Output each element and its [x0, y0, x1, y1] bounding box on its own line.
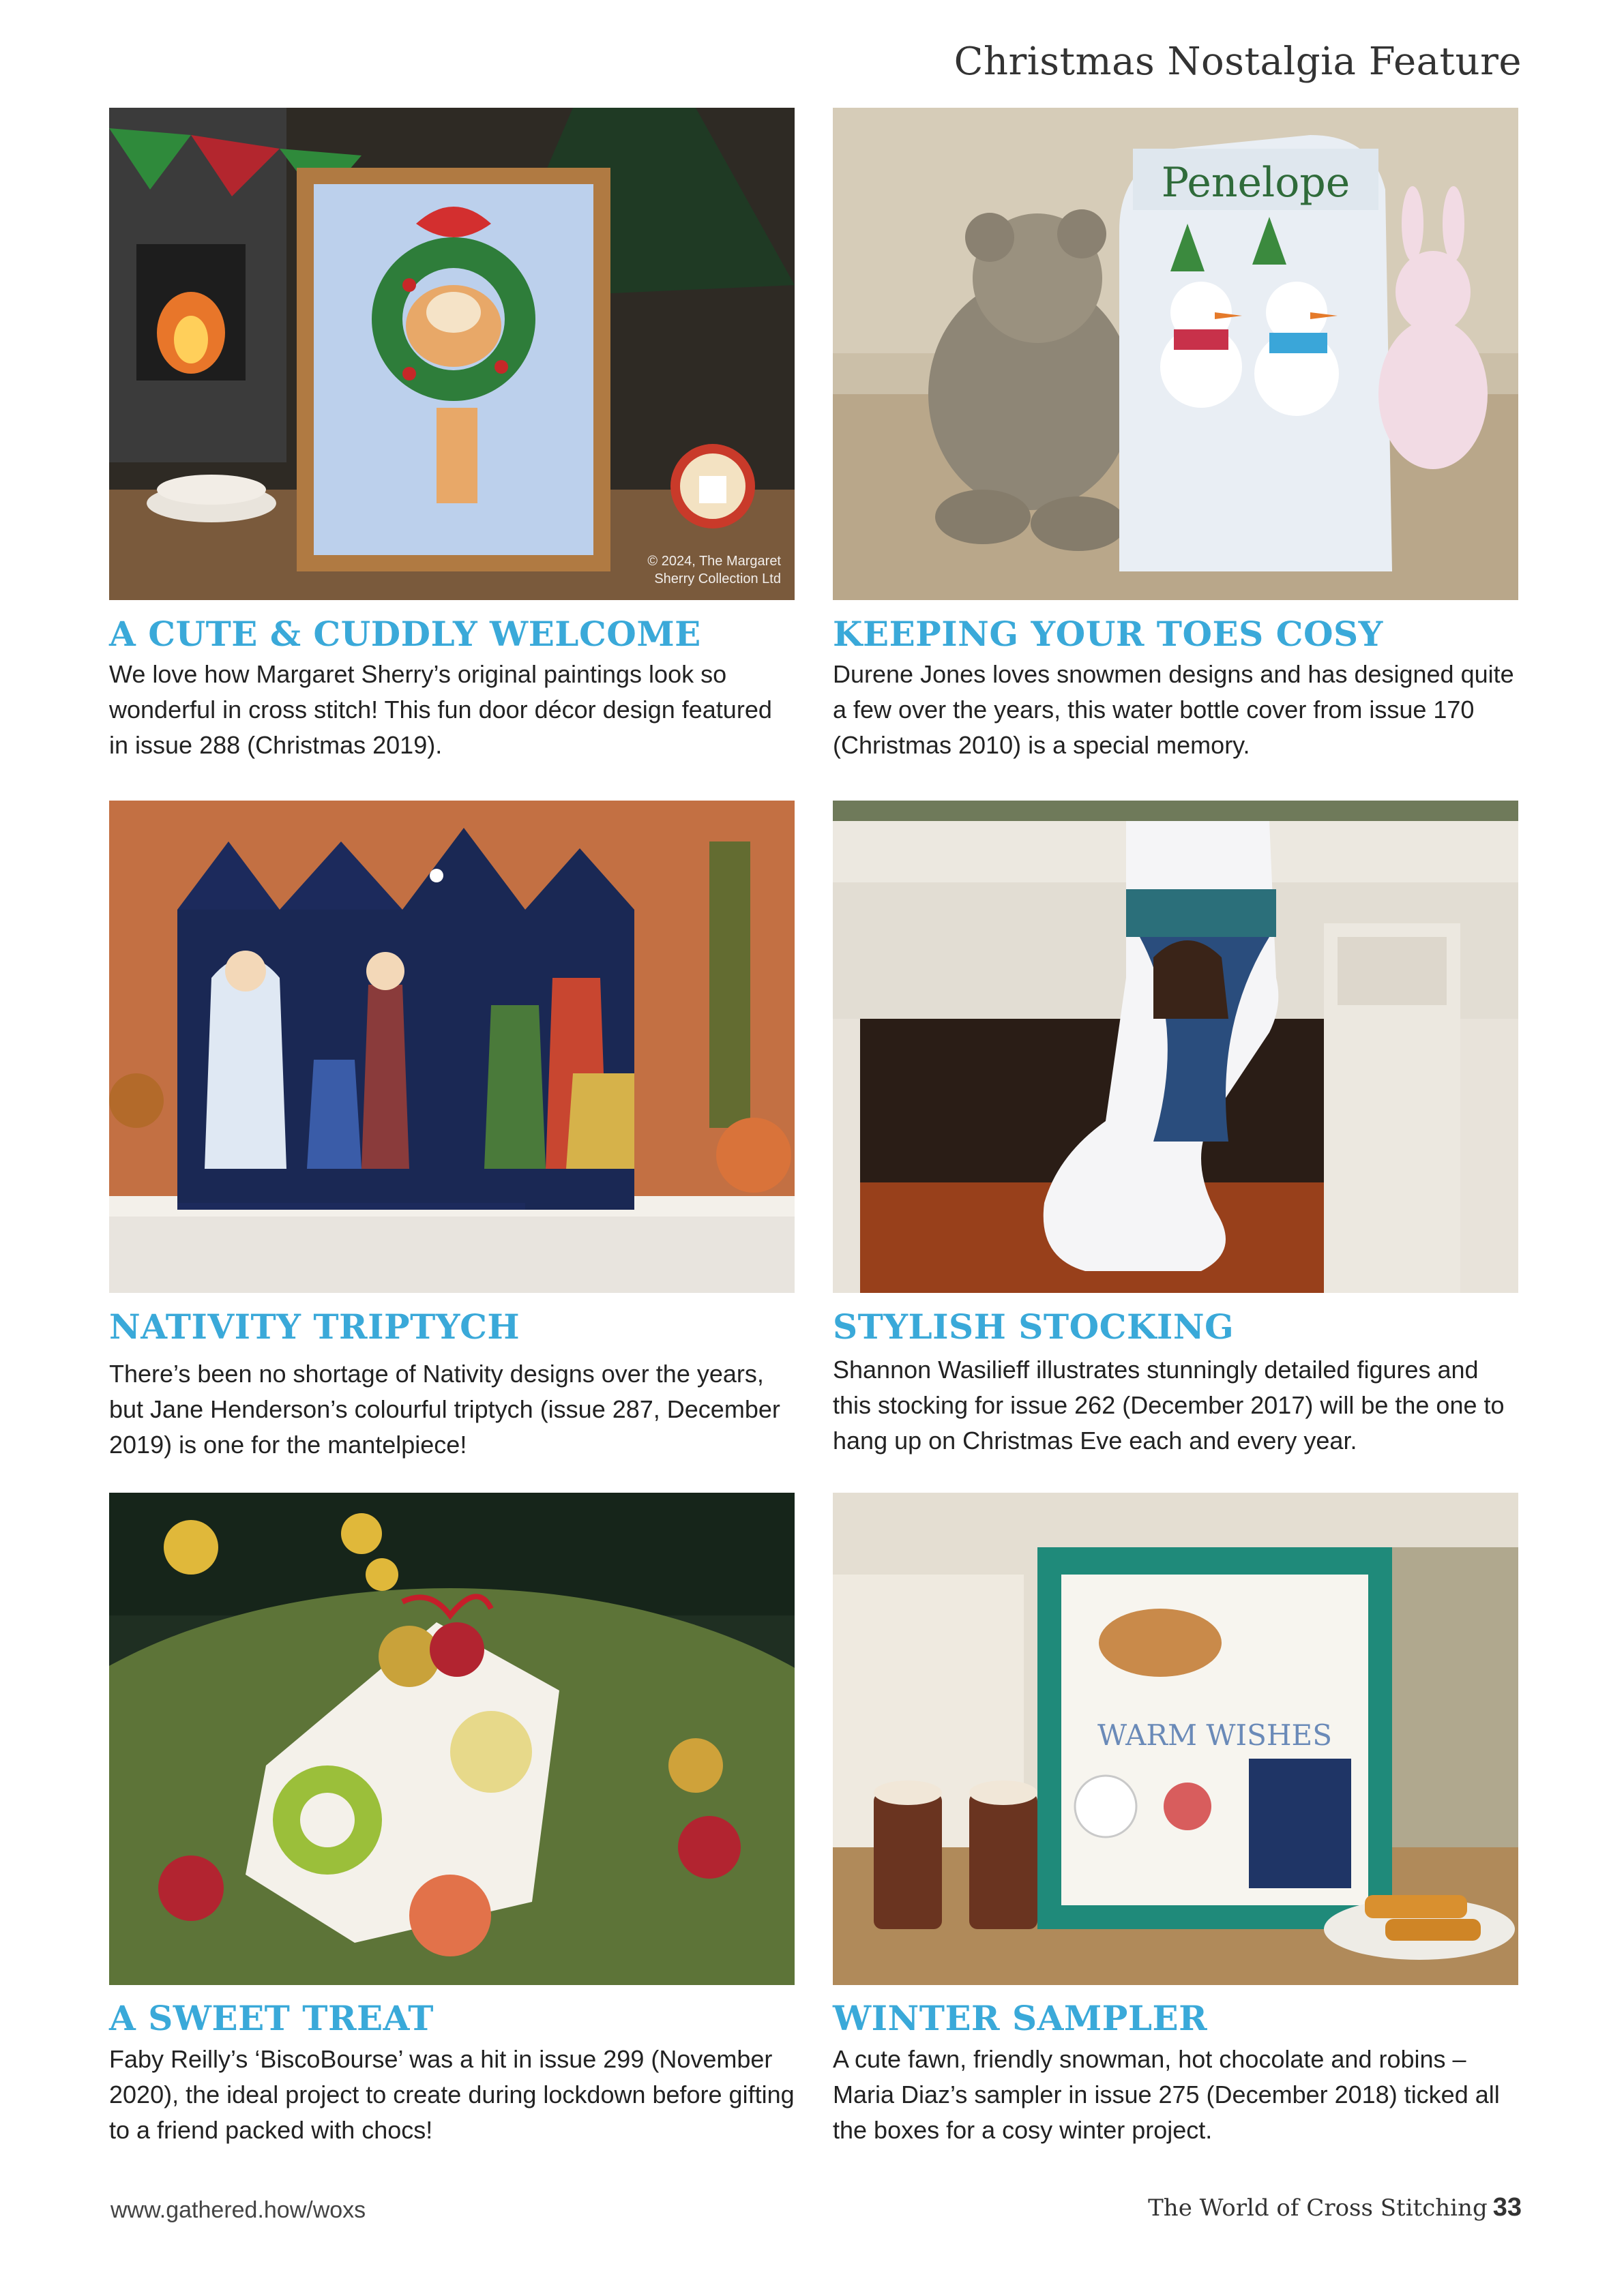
photo-angel-stocking — [833, 801, 1518, 1293]
footer-website-link[interactable]: www.gathered.how/woxs — [110, 2197, 366, 2223]
heading-toes-cosy: KEEPING YOUR TOES COSY — [833, 614, 1383, 654]
text-toes-cosy: Durene Jones loves snowmen designs and has designed quite a few over the years, this water bottle cover from issue 170 (Christmas 2010) is a special memory. — [833, 660, 1514, 759]
photo-winter-sampler — [833, 1493, 1518, 1985]
text-cute-cuddly: We love how Margaret Sherry’s original paintings look so wonderful in cross stitch! This fun door décor design featured in issue 288 (Christmas 2019). — [109, 660, 772, 759]
feature-title: Christmas Nostalgia Feature — [954, 40, 1522, 84]
photo-biscobourse — [109, 1493, 795, 1985]
photo-snowman-bottle-cover — [833, 108, 1518, 600]
footer-magazine — [1148, 2193, 1522, 2222]
text-sweet-treat: Faby Reilly’s ‘BiscoBourse’ was a hit in issue 299 (November 2020), the ideal project to create during lockdown before gifting to a friend packed with chocs! — [109, 2045, 795, 2144]
heading-cute-cuddly: A CUTE & CUDDLY WELCOME — [109, 614, 701, 654]
heading-sweet-treat: A SWEET TREAT — [109, 1998, 434, 2038]
photo-credit: © 2024, The Margaret Sherry Collection Ltd — [647, 554, 781, 586]
text-nativity: There’s been no shortage of Nativity designs over the years, but Jane Henderson’s colourful triptych (issue 287, December 2019) is one for the mantelpiece! — [109, 1360, 780, 1459]
photo-nativity-triptych — [109, 801, 795, 1293]
page-number: 33 — [1492, 2193, 1522, 2222]
text-winter-sampler: A cute fawn, friendly snowman, hot chocolate and robins – Maria Diaz’s sampler in issue 275 (December 2018) ticked all the boxes for a cosy winter project. — [833, 2045, 1500, 2144]
heading-nativity: NATIVITY TRIPTYCH — [109, 1307, 520, 1347]
heading-winter-sampler: WINTER SAMPLER — [833, 1998, 1208, 2038]
photo-wreath-cat — [109, 108, 795, 600]
heading-stocking: STYLISH STOCKING — [833, 1307, 1235, 1347]
stitched-name: Penelope — [1161, 159, 1350, 207]
stitched-words: WARM WISHES — [1097, 1718, 1332, 1752]
magazine-name: The World of Cross Stitching — [1148, 2194, 1488, 2222]
text-stocking: Shannon Wasilieff illustrates stunningly detailed figures and this stocking for issue 262 (December 2017) will be the one to hang up on Christmas Eve each and every year. — [833, 1356, 1505, 1455]
